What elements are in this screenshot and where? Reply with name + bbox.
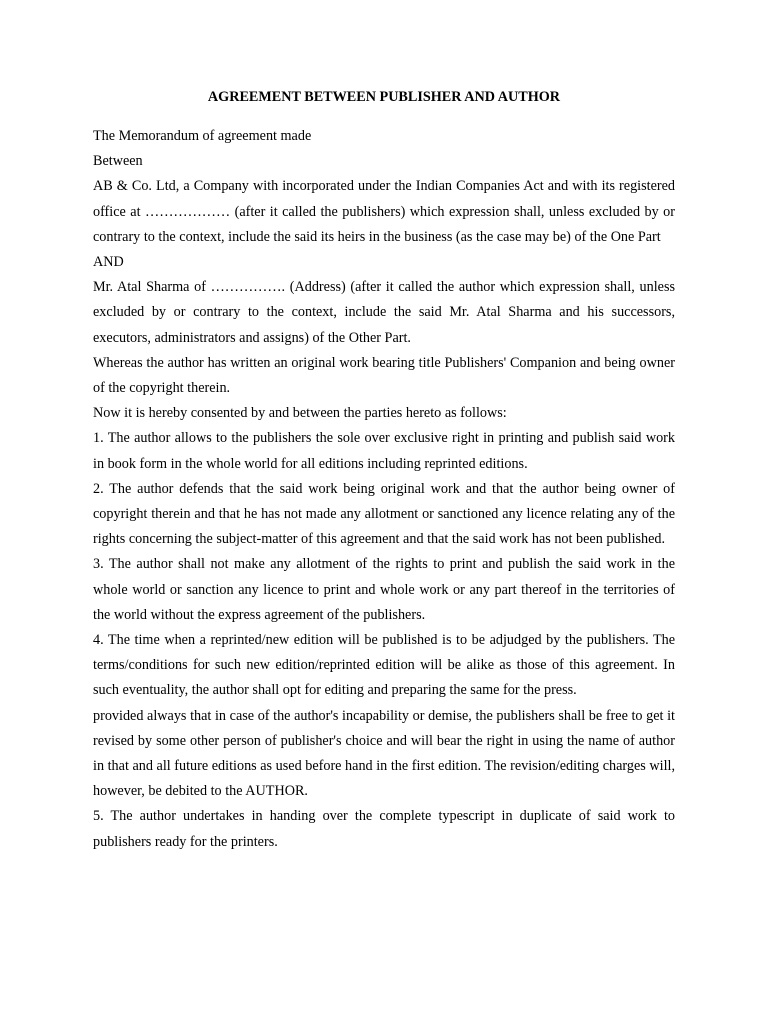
- clause-3: 3. The author shall not make any allotment of the rights to print and publish the said work in the whole world or sanction any licence to print and whole work or any part thereof in the territories of the world without the express agreement of the publishers.: [93, 556, 675, 623]
- paragraph-and: AND: [93, 254, 124, 271]
- paragraph-now-consented: Now it is hereby consented by and between the parties hereto as follows:: [93, 405, 507, 422]
- paragraph-memorandum: The Memorandum of agreement made: [93, 128, 312, 144]
- paragraph-whereas: Whereas the author has written an original work bearing title Publishers' Companion and being owner of the copyright therein.: [93, 354, 675, 397]
- document-title: AGREEMENT BETWEEN PUBLISHER AND AUTHOR: [207, 89, 561, 105]
- paragraph-between: Between: [93, 153, 143, 170]
- clause-4: 4. The time when a reprinted/new edition will be published is to be adjudged by the publishers. The terms/conditions for such new edition/reprinted edition will be alike as those of this agreement. In such eventuality, the author shall opt for editing and preparing the same for the press.: [93, 632, 675, 699]
- paragraph-publisher-party: AB & Co. Ltd, a Company with incorporated under the Indian Companies Act and with its registered office at ……………… (after it called the publishers) which expression shall, unless excluded by or contrary to the context, include the said its heirs in the business (as the case may be) of the One Part: [93, 178, 675, 245]
- document-page: [93, 86, 675, 855]
- paragraph-author-party: Mr. Atal Sharma of ……………. (Address) (after it called the author which expression shall, unless excluded by or contrary to the context, include the said Mr. Atal Sharma and his successors, executors, administrators and assigns) of the Other Part.: [93, 279, 675, 346]
- clause-4-proviso: provided always that in case of the author's incapability or demise, the publishers shall be free to get it revised by some other person of publisher's choice and will bear the right in using the name of author in that and all future editions as used before hand in the first edition. The revision/editing charges will, however, be debited to the AUTHOR.: [93, 707, 675, 800]
- clause-5: 5. The author undertakes in handing over the complete typescript in duplicate of said work to publishers ready for the printers.: [93, 808, 675, 850]
- clause-1: 1. The author allows to the publishers the sole over exclusive right in printing and publish said work in book form in the whole world for all editions including reprinted editions.: [93, 430, 675, 472]
- clause-2: 2. The author defends that the said work being original work and that the author being owner of copyright therein and that he has not made any allotment or sanctioned any licence relating any of the rights concerning the subject-matter of this agreement and that the said work has not been published.: [93, 480, 675, 548]
